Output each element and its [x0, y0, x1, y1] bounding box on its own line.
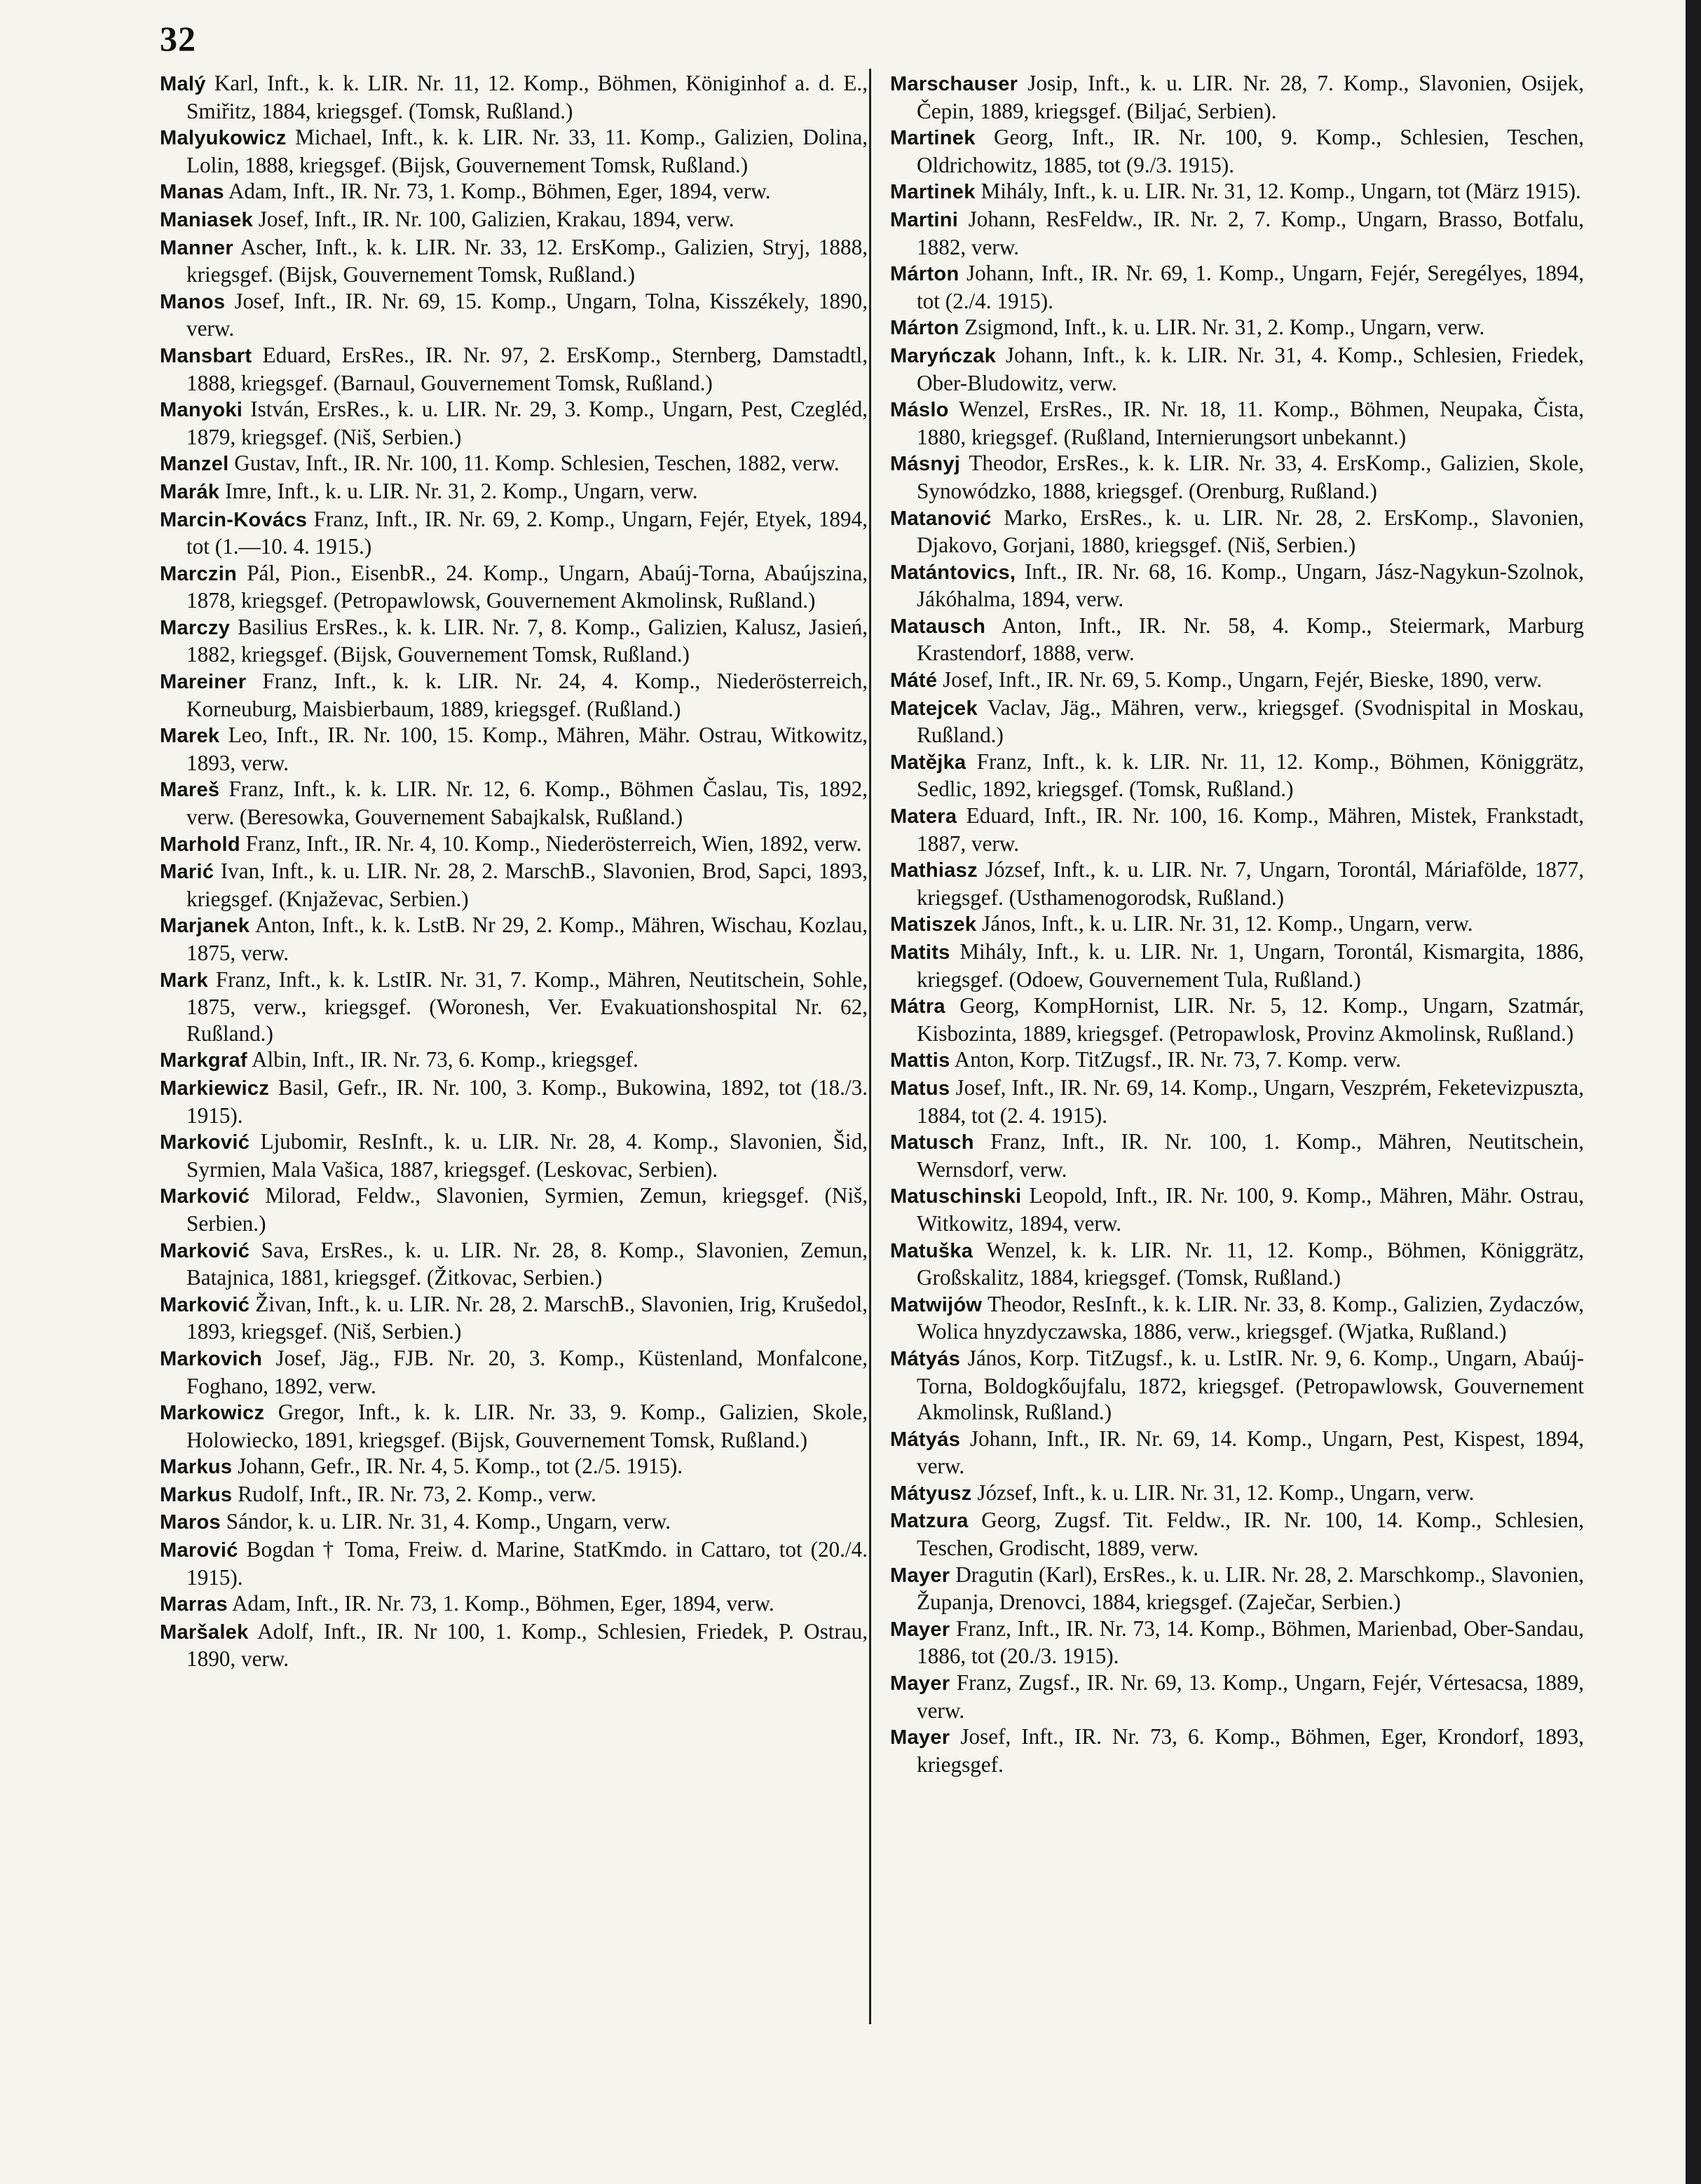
register-entry	[160, 396, 868, 450]
register-entry	[160, 967, 868, 1047]
register-entry	[890, 667, 1584, 695]
register-entry	[160, 1481, 868, 1509]
entry-details: Josef, Inft., IR. Nr. 100, Galizien, Krakau, 1894, verw.	[258, 206, 735, 231]
entry-surname: Mátyás	[890, 1428, 961, 1451]
entry-surname: Matejcek	[890, 697, 978, 720]
register-entry	[890, 206, 1584, 260]
register-entry	[160, 912, 868, 966]
register-entry	[890, 803, 1584, 856]
register-entry	[160, 831, 868, 859]
entry-surname: Matanović	[890, 507, 992, 530]
register-entry	[890, 1724, 1584, 1777]
entry-surname: Márton	[890, 317, 959, 340]
entry-details: Theodor, ResInft., k. k. LIR. Nr. 33, 8. Komp., Galizien, Zydaczów, Wolica hnyzdyczawska, 1886, verw., kriegsgef. (Wjatka, Rußland.)	[917, 1291, 1585, 1344]
entry-details: Josef, Jäg., FJB. Nr. 20, 3. Komp., Küstenland, Monfalcone, Foghano, 1892, verw.	[186, 1345, 868, 1398]
entry-details: Johann, Gefr., IR. Nr. 4, 5. Komp., tot (2./5. 1915).	[238, 1454, 683, 1479]
entry-surname: Marcin-Kovács	[160, 508, 308, 531]
register-entry	[160, 478, 868, 506]
register-entry	[160, 560, 868, 614]
entry-surname: Matiszek	[890, 913, 977, 936]
entry-details: Mihály, Inft., k. u. LIR. Nr. 31, 12. Komp., Ungarn, tot (März 1915).	[981, 179, 1581, 204]
entry-details: Eduard, ErsRes., IR. Nr. 97, 2. ErsKomp., Sternberg, Damstadtl, 1888, kriegsgef. (Barnaul, Gouvernement Tomsk, Rußland.)	[186, 342, 868, 395]
entry-surname: Mareiner	[160, 671, 247, 694]
entry-details: István, ErsRes., k. u. LIR. Nr. 29, 3. Komp., Ungarn, Pest, Czegléd, 1879, kriegsgef. (Niš, Serbien.)	[186, 397, 868, 449]
register-entry	[160, 1291, 868, 1345]
entry-details: Vaclav, Jäg., Mähren, verw., kriegsgef. (Svodnispital in Moskau, Rußland.)	[917, 695, 1584, 748]
register-entry	[890, 396, 1584, 450]
register-entry	[160, 1453, 868, 1481]
entry-surname: Matera	[890, 805, 957, 828]
entry-details: Ljubomir, ResInft., k. u. LIR. Nr. 28, 4. Komp., Slavonien, Šid, Syrmien, Mala Vašica, 1887, kriegsgef. (Leskovac, Serbien).	[186, 1129, 868, 1182]
entry-surname: Matus	[890, 1077, 950, 1100]
entry-surname: Marschauser	[890, 73, 1018, 95]
register-entry	[890, 342, 1584, 396]
entry-surname: Mayer	[890, 1564, 950, 1587]
entry-surname: Mayer	[890, 1618, 950, 1641]
entry-details: Franz, Inft., k. k. LstIR. Nr. 31, 7. Komp., Mähren, Neutitschein, Sohle, 1875, verw., kriegsgef. (Woronesh, Ver. Evakuationshospital Nr. 62, Rußland.)	[186, 967, 868, 1046]
entry-surname: Marković	[160, 1293, 250, 1316]
entry-surname: Mattis	[890, 1049, 950, 1072]
entry-surname: Markus	[160, 1456, 233, 1479]
entry-surname: Matusch	[890, 1131, 974, 1154]
entry-surname: Manos	[160, 290, 226, 313]
register-entry	[160, 1618, 868, 1672]
entry-details: Adam, Inft., IR. Nr. 73, 1. Komp., Böhmen, Eger, 1894, verw.	[232, 1591, 774, 1616]
entry-surname: Malý	[160, 73, 206, 95]
entry-surname: Martinek	[890, 181, 976, 204]
entry-details: Basilius ErsRes., k. k. LIR. Nr. 7, 8. Komp., Galizien, Kalusz, Jasień, 1882, kriegsgef. (Bijsk, Gouvernement Tomsk, Rußland.)	[186, 614, 868, 667]
register-entry	[890, 1480, 1584, 1508]
register-entry	[160, 450, 868, 478]
entry-surname: Maros	[160, 1511, 221, 1534]
entry-surname: Marczy	[160, 616, 231, 639]
right-column	[890, 70, 1584, 1777]
entry-surname: Marić	[160, 861, 214, 884]
entry-details: Wenzel, ErsRes., IR. Nr. 18, 11. Komp., Böhmen, Neupaka, Čista, 1880, kriegsgef. (Rußland, Internierungsort unbekannt.)	[917, 397, 1585, 449]
entry-surname: Manyoki	[160, 399, 243, 422]
register-entry	[160, 1590, 868, 1618]
entry-surname: Matějka	[890, 751, 966, 774]
register-entry	[890, 1237, 1584, 1291]
entry-details: Franz, Zugsf., IR. Nr. 69, 13. Komp., Ungarn, Fejér, Vértesacsa, 1889, verw.	[917, 1670, 1584, 1723]
entry-surname: Marjanek	[160, 915, 250, 938]
entry-details: Anton, Inft., IR. Nr. 58, 4. Komp., Steiermark, Marburg Krastendorf, 1888, verw.	[917, 613, 1584, 666]
register-entry	[890, 178, 1584, 206]
entry-details: Albin, Inft., IR. Nr. 73, 6. Komp., kriegsgef.	[251, 1047, 638, 1072]
register-entry	[890, 1182, 1584, 1236]
entry-surname: Markovich	[160, 1347, 263, 1370]
entry-surname: Markowicz	[160, 1402, 265, 1425]
entry-surname: Mátra	[890, 995, 945, 1018]
register-entry	[890, 260, 1584, 314]
entry-surname: Másnyj	[890, 453, 961, 476]
register-entry	[160, 1536, 868, 1590]
register-entry	[890, 1128, 1584, 1182]
entry-surname: Mayer	[890, 1726, 950, 1749]
entry-details: Georg, Inft., IR. Nr. 100, 9. Komp., Schlesien, Teschen, Oldrichowitz, 1885, tot (9./3. 1915).	[917, 125, 1585, 177]
entry-surname: Martinek	[890, 127, 976, 150]
register-entry	[160, 614, 868, 668]
entry-surname: Mátyusz	[890, 1482, 972, 1505]
entry-surname: Mareš	[160, 779, 220, 802]
register-entry	[160, 342, 868, 396]
entry-details: János, Korp. TitZugsf., k. u. LstIR. Nr. 9, 6. Komp., Ungarn, Abaúj-Torna, Boldogkőujfalu, 1872, kriegsgef. (Petropawlowsk, Gouvernement Akmolinsk, Rußland.)	[917, 1345, 1584, 1425]
register-entry	[160, 1399, 868, 1453]
register-entry	[160, 1345, 868, 1399]
entry-surname: Matits	[890, 941, 950, 964]
entry-details: Josip, Inft., k. u. LIR. Nr. 28, 7. Komp., Slavonien, Osijek, Čepin, 1889, kriegsgef. (Biljać, Serbien).	[917, 71, 1585, 123]
entry-details: Wenzel, k. k. LIR. Nr. 11, 12. Komp., Böhmen, Königgrätz, Großskalitz, 1884, kriegsgef. (Tomsk, Rußland.)	[917, 1237, 1585, 1290]
entry-surname: Máslo	[890, 399, 949, 422]
entry-surname: Markus	[160, 1483, 233, 1506]
entry-details: Mihály, Inft., k. u. LIR. Nr. 1, Ungarn, Torontál, Kismargita, 1886, kriegsgef. (Odoew, Gouvernement Tula, Rußland.)	[917, 939, 1585, 992]
scan-edge	[1686, 0, 1701, 2184]
register-entry	[160, 722, 868, 776]
entry-details: Gustav, Inft., IR. Nr. 100, 11. Komp. Schlesien, Teschen, 1882, verw.	[234, 451, 840, 476]
register-entry	[890, 695, 1584, 749]
entry-details: Franz, Inft., IR. Nr. 73, 14. Komp., Böhmen, Marienbad, Ober-Sandau, 1886, tot (20./3. 1915).	[917, 1616, 1584, 1669]
entry-surname: Matwijów	[890, 1293, 983, 1316]
entry-surname: Mansbart	[160, 344, 252, 367]
entry-surname: Marák	[160, 480, 220, 503]
entry-details: Adam, Inft., IR. Nr. 73, 1. Komp., Böhmen, Eger, 1894, verw.	[228, 179, 771, 204]
entry-details: Živan, Inft., k. u. LIR. Nr. 28, 2. MarschB., Slavonien, Irig, Krušedol, 1893, kriegsgef. (Niš, Serbien.)	[186, 1291, 868, 1344]
entry-surname: Matuschinski	[890, 1185, 1022, 1208]
register-entry	[160, 206, 868, 234]
entry-surname: Manzel	[160, 453, 229, 476]
register-entry	[890, 314, 1584, 342]
entry-details: Anton, Korp. TitZugsf., IR. Nr. 73, 7. Komp. verw.	[954, 1047, 1402, 1072]
entry-surname: Manner	[160, 236, 233, 259]
entry-surname: Mark	[160, 969, 208, 992]
entry-surname: Mayer	[890, 1672, 950, 1695]
entry-surname: Matausch	[890, 615, 986, 638]
entry-details: Leo, Inft., IR. Nr. 100, 15. Komp., Mähren, Mähr. Ostrau, Witkowitz, 1893, verw.	[186, 723, 868, 775]
register-entry	[160, 1182, 868, 1236]
entry-surname: Marković	[160, 1239, 250, 1262]
column-divider	[869, 69, 871, 2024]
entry-details: Johann, Inft., k. k. LIR. Nr. 31, 4. Komp., Schlesien, Friedek, Ober-Bludowitz, verw.	[917, 342, 1584, 395]
entry-details: Ivan, Inft., k. u. LIR. Nr. 28, 2. MarschB., Slavonien, Brod, Sapci, 1893, kriegsgef. (Knjaževac, Serbien.)	[186, 859, 868, 911]
left-column	[160, 70, 868, 1672]
entry-details: Dragutin (Karl), ErsRes., k. u. LIR. Nr. 28, 2. Marschkomp., Slavonien, Županja, Drenovci, 1884, kriegsgef. (Zaječar, Serbien.)	[917, 1562, 1585, 1615]
entry-details: Leopold, Inft., IR. Nr. 100, 9. Komp., Mähren, Mähr. Ostrau, Witkowitz, 1894, verw.	[917, 1183, 1585, 1236]
entry-surname: Maršalek	[160, 1620, 249, 1644]
register-entry	[160, 1046, 868, 1074]
entry-details: Milorad, Feldw., Slavonien, Syrmien, Zemun, kriegsgef. (Niš, Serbien.)	[186, 1183, 868, 1236]
register-entry	[160, 1128, 868, 1182]
register-entry	[890, 1426, 1584, 1480]
entry-details: Inft., IR. Nr. 68, 16. Komp., Ungarn, Jász-Nagykun-Szolnok, Jákóhalma, 1894, verw.	[917, 559, 1585, 612]
entry-details: Josef, Inft., IR. Nr. 69, 14. Komp., Ungarn, Veszprém, Feketevizpuszta, 1884, tot (2. 4. 1915).	[917, 1074, 1585, 1128]
entry-surname: Máté	[890, 669, 938, 692]
entry-surname: Marković	[160, 1185, 250, 1208]
entry-surname: Marović	[160, 1539, 238, 1562]
entry-surname: Maryńczak	[890, 344, 996, 367]
entry-surname: Marek	[160, 725, 220, 748]
register-entry	[160, 288, 868, 342]
entry-details: Basil, Gefr., IR. Nr. 100, 3. Komp., Bukowina, 1892, tot (18./3. 1915).	[186, 1074, 868, 1128]
register-entry	[890, 992, 1584, 1046]
entry-surname: Mátyás	[890, 1347, 961, 1370]
register-entry	[890, 910, 1584, 939]
register-entry	[160, 178, 868, 206]
register-entry	[890, 1670, 1584, 1724]
register-entry	[890, 856, 1584, 910]
register-entry	[890, 1291, 1584, 1345]
entry-surname: Márton	[890, 263, 959, 286]
entry-details: Josef, Inft., IR. Nr. 69, 5. Komp., Ungarn, Fejér, Bieske, 1890, verw.	[943, 667, 1543, 692]
entry-details: Franz, Inft., IR. Nr. 4, 10. Komp., Niederösterreich, Wien, 1892, verw.	[245, 831, 862, 856]
register-entry	[890, 1507, 1584, 1561]
register-entry	[890, 124, 1584, 178]
entry-details: Georg, Zugsf. Tit. Feldw., IR. Nr. 100, 14. Komp., Schlesien, Teschen, Grodischt, 1889, verw.	[917, 1508, 1585, 1561]
register-entry	[160, 668, 868, 722]
entry-details: Adolf, Inft., IR. Nr 100, 1. Komp., Schlesien, Friedek, P. Ostrau, 1890, verw.	[186, 1618, 868, 1672]
entry-details: József, Inft., k. u. LIR. Nr. 7, Ungarn, Torontál, Máriafölde, 1877, kriegsgef. (Usthamenogorodsk, Rußland.)	[917, 857, 1585, 910]
entry-details: Anton, Inft., k. k. LstB. Nr 29, 2. Komp., Mähren, Wischau, Kozlau, 1875, verw.	[186, 913, 868, 965]
register-entry	[890, 1562, 1584, 1616]
register-entry	[160, 70, 868, 124]
register-entry	[160, 858, 868, 912]
entry-details: Bogdan † Toma, Freiw. d. Marine, StatKmdo. in Cattaro, tot (20./4. 1915).	[186, 1537, 868, 1590]
entry-details: Karl, Inft., k. k. LIR. Nr. 11, 12. Komp., Böhmen, Königinhof a. d. E., Smiřitz, 1884, kriegsgef. (Tomsk, Rußland.)	[186, 71, 868, 123]
entry-surname: Martini	[890, 208, 959, 231]
entry-details: János, Inft., k. u. LIR. Nr. 31, 12. Komp., Ungarn, verw.	[982, 911, 1473, 936]
register-entry	[160, 234, 868, 288]
register-entry	[160, 506, 868, 560]
register-entry	[890, 749, 1584, 803]
entry-surname: Marczin	[160, 562, 238, 585]
register-entry	[890, 939, 1584, 992]
entry-details: Michael, Inft., k. k. LIR. Nr. 33, 11. Komp., Galizien, Dolina, Lolin, 1888, kriegsgef. (Bijsk, Gouvernement Tomsk, Rußland.)	[186, 125, 868, 177]
entry-details: Franz, Inft., k. k. LIR. Nr. 11, 12. Komp., Böhmen, Königgrätz, Sedlic, 1892, kriegsgef. (Tomsk, Rußland.)	[917, 749, 1584, 802]
entry-details: Gregor, Inft., k. k. LIR. Nr. 33, 9. Komp., Galizien, Skole, Holowiecko, 1891, kriegsgef. (Bijsk, Gouvernement Tomsk, Rußland.)	[186, 1400, 868, 1452]
register-entry	[890, 70, 1584, 124]
register-entry	[160, 1508, 868, 1536]
entry-details: Johann, ResFeldw., IR. Nr. 2, 7. Komp., Ungarn, Brasso, Botfalu, 1882, verw.	[917, 206, 1584, 259]
register-entry	[890, 505, 1584, 559]
register-entry	[160, 124, 868, 178]
entry-surname: Matántovics,	[890, 561, 1016, 584]
register-entry	[160, 776, 868, 830]
register-entry	[890, 1345, 1584, 1426]
entry-surname: Malyukowicz	[160, 127, 287, 150]
entry-surname: Maniasek	[160, 208, 253, 231]
entry-details: Rudolf, Inft., IR. Nr. 73, 2. Komp., verw.	[238, 1481, 596, 1506]
entry-surname: Marhold	[160, 833, 240, 856]
register-entry	[890, 559, 1584, 613]
entry-surname: Markiewicz	[160, 1077, 270, 1100]
register-entry	[890, 450, 1584, 504]
entry-surname: Matzura	[890, 1510, 969, 1533]
page-number: 32	[160, 19, 196, 58]
entry-details: Zsigmond, Inft., k. u. LIR. Nr. 31, 2. Komp., Ungarn, verw.	[964, 315, 1485, 340]
entry-details: Pál, Pion., EisenbR., 24. Komp., Ungarn, Abaúj-Torna, Abaújszina, 1878, kriegsgef. (Petropawlowsk, Gouvernement Akmolinsk, Rußland.)	[186, 560, 868, 613]
entry-details: Eduard, Inft., IR. Nr. 100, 16. Komp., Mähren, Mistek, Frankstadt, 1887, verw.	[917, 803, 1584, 856]
entry-surname: Mathiasz	[890, 859, 978, 882]
register-entry	[890, 1616, 1584, 1670]
entry-details: Franz, Inft., k. k. LIR. Nr. 24, 4. Komp., Niederösterreich, Korneuburg, Maisbierbaum, 1889, kriegsgef. (Rußland.)	[186, 669, 868, 721]
entry-surname: Marras	[160, 1593, 228, 1616]
entry-details: Marko, ErsRes., k. u. LIR. Nr. 28, 2. ErsKomp., Slavonien, Djakovo, Gorjani, 1880, kriegsgef. (Niš, Serbien.)	[917, 505, 1585, 558]
entry-surname: Matuška	[890, 1239, 974, 1262]
entry-surname: Markgraf	[160, 1049, 247, 1072]
entry-details: József, Inft., k. u. LIR. Nr. 31, 12. Komp., Ungarn, verw.	[977, 1480, 1475, 1505]
entry-surname: Manas	[160, 181, 224, 204]
entry-details: Josef, Inft., IR. Nr. 69, 15. Komp., Ungarn, Tolna, Kisszékely, 1890, verw.	[186, 288, 868, 341]
entry-details: Franz, Inft., IR. Nr. 100, 1. Komp., Mähren, Neutitschein, Wernsdorf, verw.	[917, 1129, 1585, 1182]
entry-details: Franz, Inft., k. k. LIR. Nr. 12, 6. Komp., Böhmen Časlau, Tis, 1892, verw. (Beresowka, Gouvernement Sabajkalsk, Rußland.)	[186, 777, 868, 830]
entry-details: Theodor, ErsRes., k. k. LIR. Nr. 33, 4. ErsKomp., Galizien, Skole, Synowódzko, 1888, kriegsgef. (Orenburg, Rußland.)	[917, 451, 1585, 503]
entry-surname: Marković	[160, 1131, 250, 1154]
entry-details: Georg, KompHornist, LIR. Nr. 5, 12. Komp., Ungarn, Szatmár, Kisbozinta, 1889, kriegsgef. (Petropawlosk, Provinz Akmolinsk, Rußland.)	[917, 993, 1585, 1046]
register-entry	[160, 1074, 868, 1128]
entry-details: Ascher, Inft., k. k. LIR. Nr. 33, 12. ErsKomp., Galizien, Stryj, 1888, kriegsgef. (Bijsk, Gouvernement Tomsk, Rußland.)	[186, 234, 868, 287]
register-entry	[890, 1046, 1584, 1074]
entry-details: Johann, Inft., IR. Nr. 69, 1. Komp., Ungarn, Fejér, Seregélyes, 1894, tot (2./4. 1915).	[917, 261, 1584, 313]
register-entry	[160, 1237, 868, 1291]
entry-details: Johann, Inft., IR. Nr. 69, 14. Komp., Ungarn, Pest, Kispest, 1894, verw.	[917, 1426, 1585, 1479]
entry-details: Sava, ErsRes., k. u. LIR. Nr. 28, 8. Komp., Slavonien, Zemun, Batajnica, 1881, kriegsgef. (Žitkovac, Serbien.)	[186, 1237, 868, 1290]
entry-details: Sándor, k. u. LIR. Nr. 31, 4. Komp., Ungarn, verw.	[226, 1509, 671, 1534]
entry-details: Franz, Inft., IR. Nr. 69, 2. Komp., Ungarn, Fejér, Etyek, 1894, tot (1.—10. 4. 1915.)	[186, 506, 868, 559]
entry-details: Josef, Inft., IR. Nr. 73, 6. Komp., Böhmen, Eger, Krondorf, 1893, kriegsgef.	[917, 1724, 1584, 1777]
register-entry	[890, 1074, 1584, 1128]
entry-details: Imre, Inft., k. u. LIR. Nr. 31, 2. Komp., Ungarn, verw.	[225, 478, 698, 503]
register-entry	[890, 613, 1584, 667]
